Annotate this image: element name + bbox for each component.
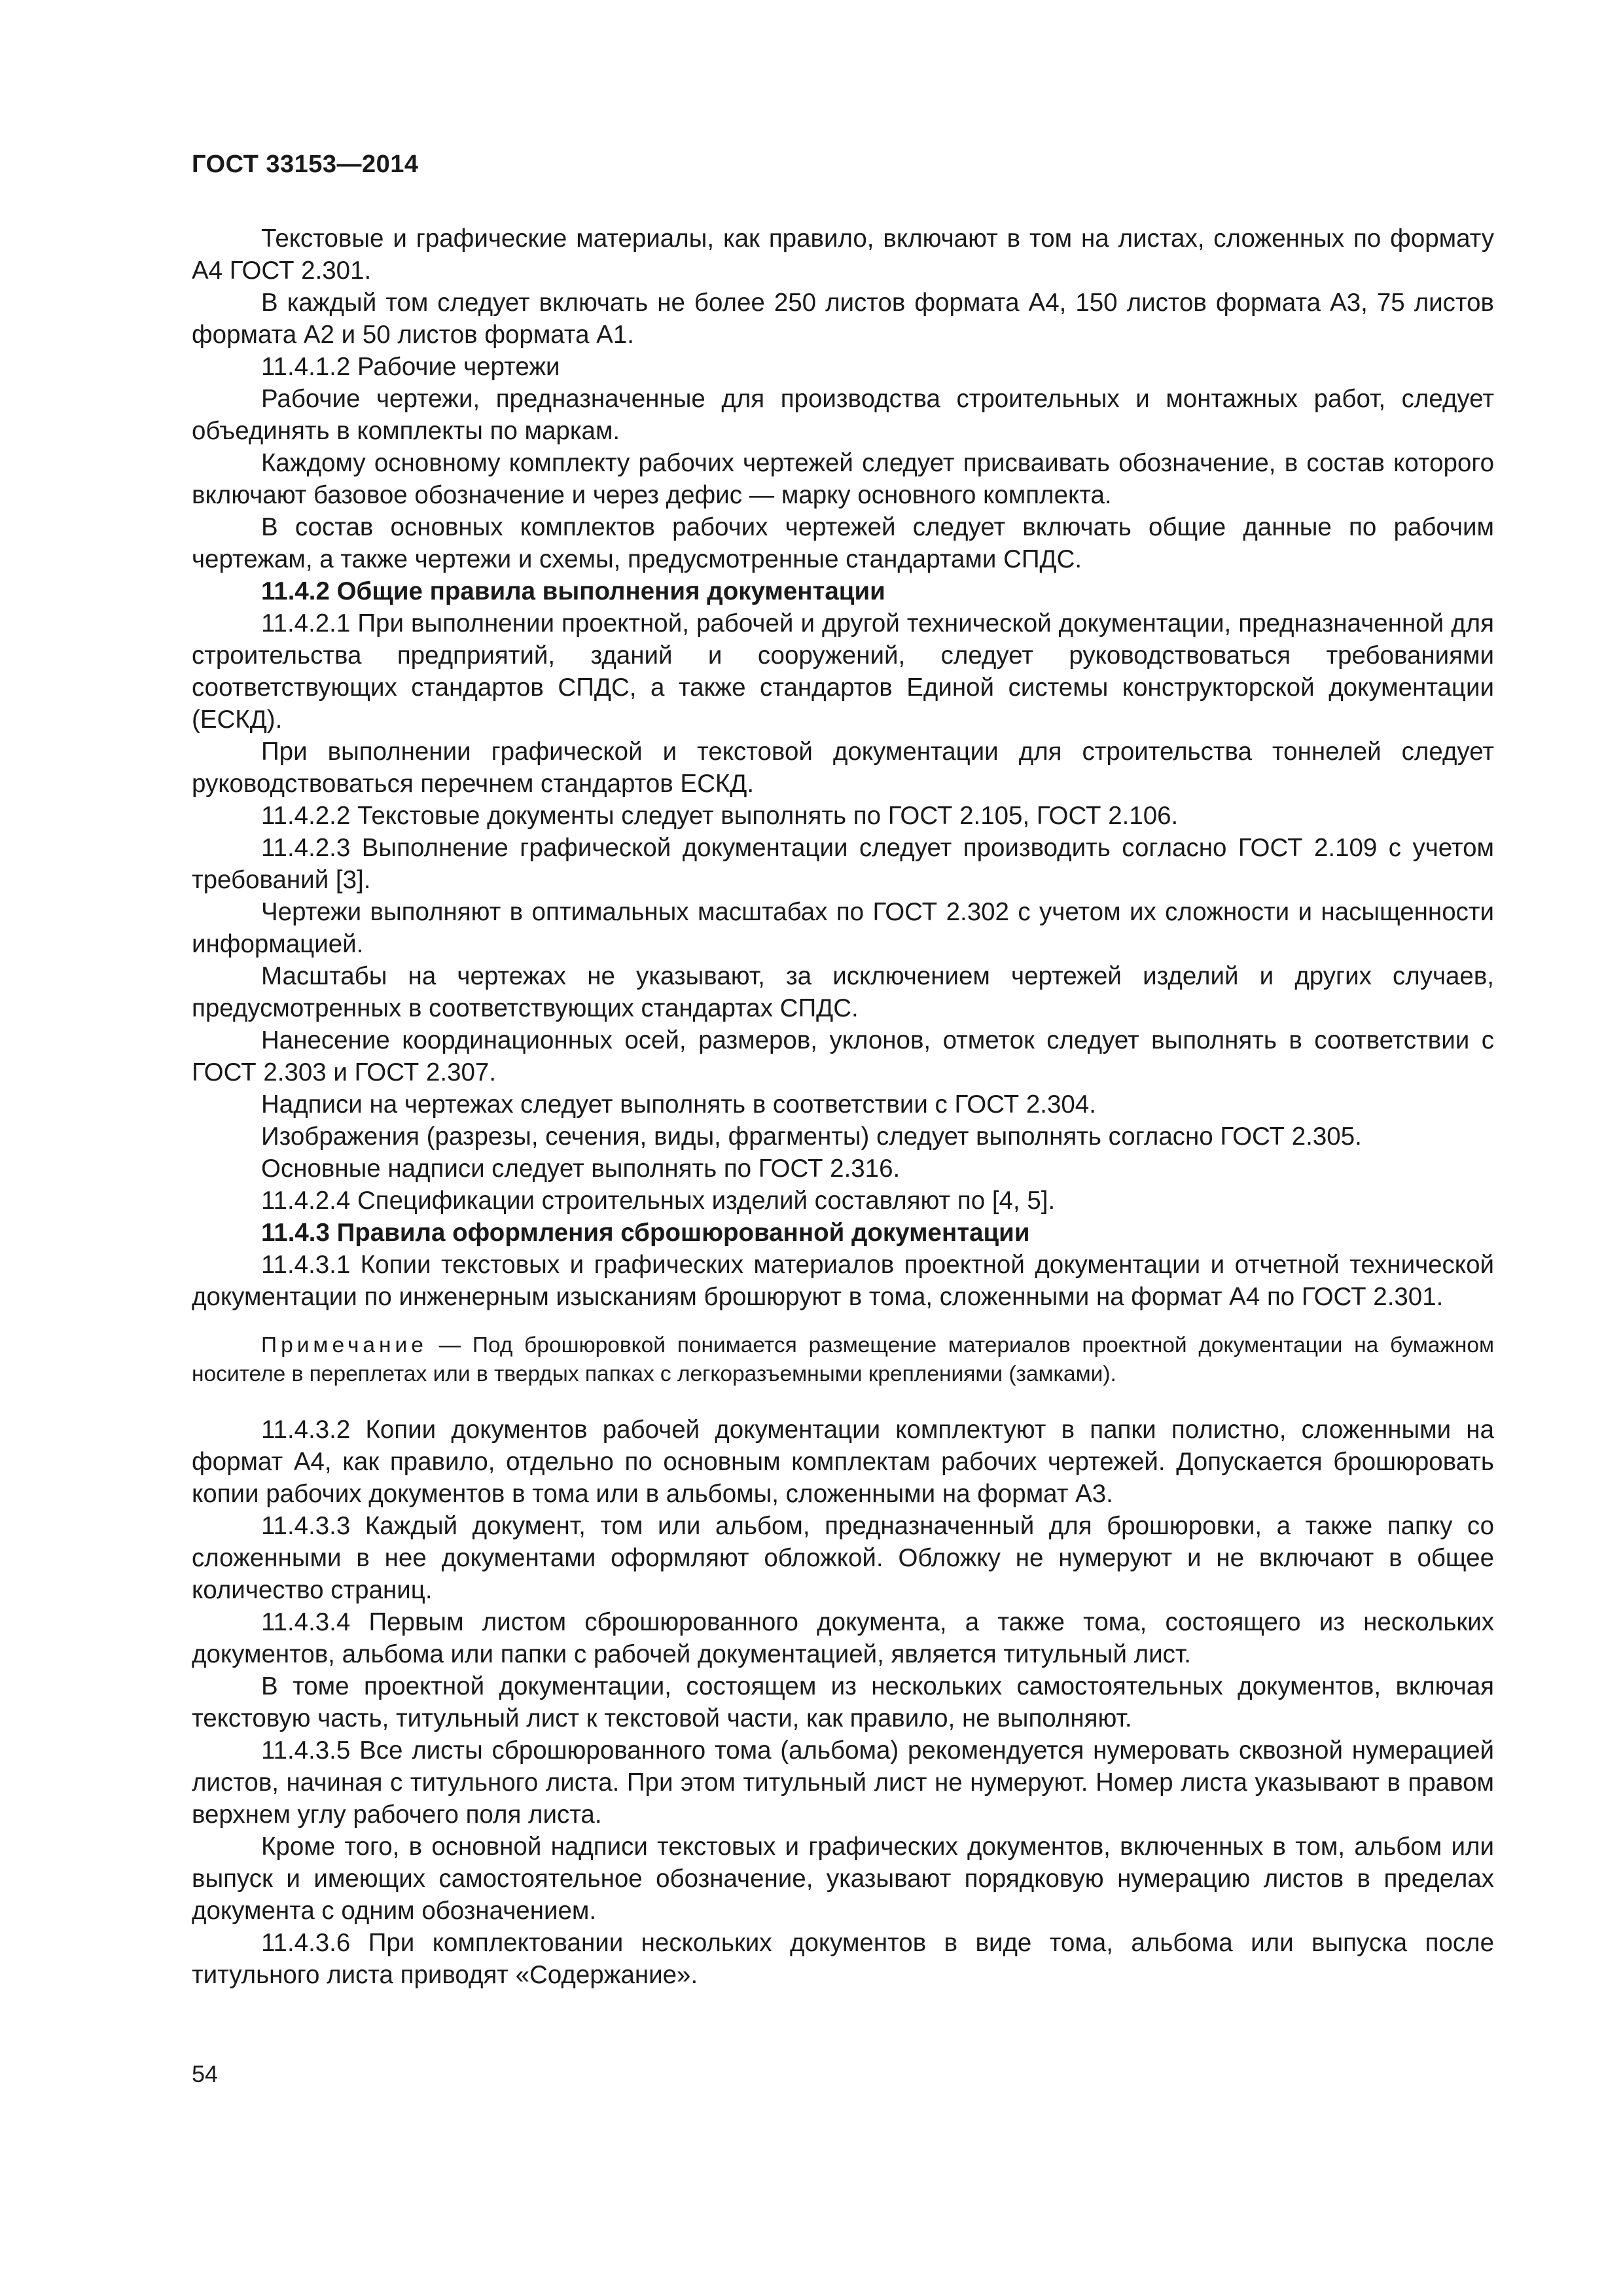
paragraph: Нанесение координационных осей, размеров, уклонов, отметок следует выполнять в соответствии с ГОСТ 2.303 и ГОСТ 2.307.	[192, 1026, 1494, 1086]
paragraph: Рабочие чертежи, предназначенные для производства строительных и монтажных работ, следует объединять в комплекты по маркам.	[192, 385, 1494, 445]
paragraph: 11.4.2.1 При выполнении проектной, рабочей и другой технической документации, предназначенной для строительства предприятий, зданий и сооружений, следует руководствоваться требованиями соответствующих стандартов СПДС, а также стандартов Единой системы конструкторской документации (ЕСКД).	[192, 609, 1494, 734]
note-text: — Под брошюровкой понимается размещение материалов проектной документации на бумажном носителе в переплетах или в твердых папках с легкоразъемными креплениями (замками).	[192, 1333, 1494, 1386]
document-body	[192, 223, 1494, 1991]
paragraph: 11.4.3.4 Первым листом сброшюрованного документа, а также тома, состоящего из нескольких документов, альбома или папки с рабочей документацией, является титульный лист.	[192, 1608, 1494, 1668]
paragraph: 11.4.3.5 Все листы сброшюрованного тома (альбома) рекомендуется нумеровать сквозной нумерацией листов, начиная с титульного листа. При этом титульный лист не нумеруют. Номер листа указывают в правом верхнем углу рабочего поля листа.	[192, 1736, 1494, 1829]
document-header: ГОСТ 33153—2014	[192, 151, 419, 178]
paragraph: 11.4.3.2 Копии документов рабочей документации комплектуют в папки полистно, сложенными на формат А4, как правило, отдельно по основным комплектам рабочих чертежей. Допускается брошюровать копии рабочих документов в тома или в альбомы, сложенными на формат А3.	[192, 1416, 1494, 1508]
subsection-title: 11.4.1.2 Рабочие чертежи	[261, 353, 560, 381]
paragraph: 11.4.3.3 Каждый документ, том или альбом, предназначенный для брошюровки, а также папку со сложенными в нее документами оформляют обложкой. Обложку не нумеруют и не включают в общее количество страниц.	[192, 1512, 1494, 1604]
paragraph: 11.4.2.2 Текстовые документы следует выполнять по ГОСТ 2.105, ГОСТ 2.106.	[261, 802, 1179, 830]
paragraph: Текстовые и графические материалы, как правило, включают в том на листах, сложенных по формату А4 ГОСТ 2.301.	[192, 224, 1494, 285]
paragraph: 11.4.3.1 Копии текстовых и графических материалов проектной документации и отчетной технической документации по инженерным изысканиям брошюруют в тома, сложенными на формат А4 по ГОСТ 2.301.	[192, 1251, 1494, 1311]
paragraph: Надписи на чертежах следует выполнять в соответствии с ГОСТ 2.304.	[261, 1090, 1096, 1119]
paragraph: При выполнении графической и текстовой документации для строительства тоннелей следует руководствоваться перечнем стандартов ЕСКД.	[192, 738, 1494, 798]
paragraph: Изображения (разрезы, сечения, виды, фрагменты) следует выполнять согласно ГОСТ 2.305.	[261, 1122, 1362, 1151]
note	[192, 1331, 1494, 1389]
paragraph: Масштабы на чертежах не указывают, за исключением чертежей изделий и других случаев, предусмотренных в соответствующих стандартах СПДС.	[192, 962, 1494, 1022]
paragraph: 11.4.3.6 При комплектовании нескольких документов в виде тома, альбома или выпуска после титульного листа приводят «Содержание».	[192, 1929, 1494, 1989]
paragraph: В состав основных комплектов рабочих чертежей следует включать общие данные по рабочим чертежам, а также чертежи и схемы, предусмотренные стандартами СПДС.	[192, 513, 1494, 573]
note-label: Примечание	[261, 1333, 427, 1357]
paragraph: 11.4.2.3 Выполнение графической документации следует производить согласно ГОСТ 2.109 с учетом требований [3].	[192, 834, 1494, 894]
section-heading: 11.4.2 Общие правила выполнения документации	[261, 577, 885, 605]
paragraph: В каждый том следует включать не более 250 листов формата А4, 150 листов формата А3, 75 листов формата А2 и 50 листов формата А1.	[192, 289, 1494, 349]
paragraph: Чертежи выполняют в оптимальных масштабах по ГОСТ 2.302 с учетом их сложности и насыщенности информацией.	[192, 898, 1494, 958]
page-number: 54	[192, 2060, 219, 2087]
section-heading: 11.4.3 Правила оформления сброшюрованной документации	[261, 1219, 1030, 1247]
paragraph: В томе проектной документации, состоящем из нескольких самостоятельных документов, включая текстовую часть, титульный лист к текстовой части, как правило, не выполняют.	[192, 1672, 1494, 1732]
paragraph: 11.4.2.4 Спецификации строительных изделий составляют по [4, 5].	[261, 1187, 1056, 1215]
paragraph: Основные надписи следует выполнять по ГОСТ 2.316.	[261, 1155, 901, 1183]
paragraph: Кроме того, в основной надписи текстовых и графических документов, включенных в том, альбом или выпуск и имеющих самостоятельное обозначение, указывают порядковую нумерацию листов в пределах документа с одним обозначением.	[192, 1833, 1494, 1925]
paragraph: Каждому основному комплекту рабочих чертежей следует присваивать обозначение, в состав которого включают базовое обозначение и через дефис — марку основного комплекта.	[192, 449, 1494, 509]
